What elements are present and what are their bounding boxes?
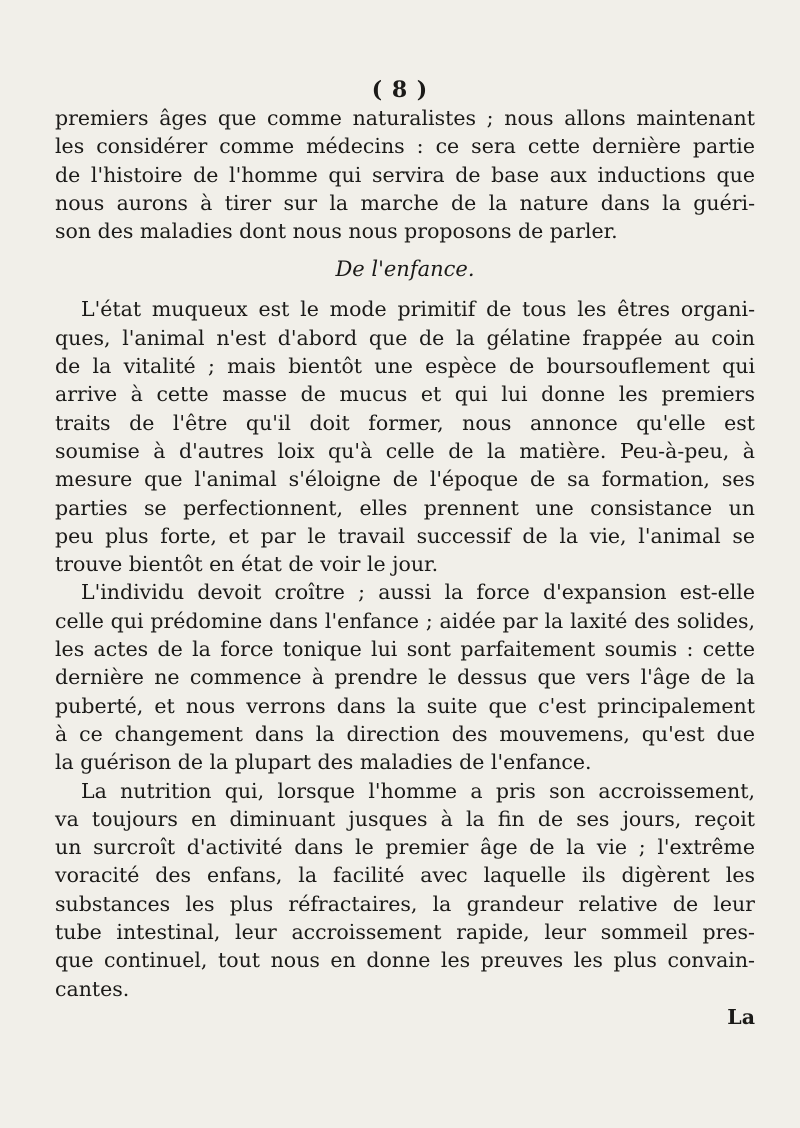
text-line: puberté, et nous verrons dans la suite que c'est principalement — [55, 693, 755, 718]
text-line: voracité des enfans, la facilité avec laquelle ils digèrent les — [55, 863, 755, 888]
text-line: les considérer comme médecins : ce sera cette dernière partie — [55, 134, 755, 159]
page-number: ( 8 ) — [371, 77, 429, 103]
text-line: L'état muqueux est le mode primitif de tous les êtres organi- — [81, 297, 755, 322]
text-line: traits de l'être qu'il doit former, nous annonce qu'elle est — [55, 410, 755, 435]
text-line: que continuel, tout nous en donne les preuves les plus convain- — [55, 948, 755, 973]
text-line: peu plus forte, et par le travail successif de la vie, l'animal se — [55, 523, 755, 548]
text-line: mesure que l'animal s'éloigne de l'époque de sa formation, ses — [55, 467, 755, 492]
text-line: premiers âges que comme naturalistes ; nous allons maintenant — [55, 106, 755, 130]
text-line: de la vitalité ; mais bientôt une espèce de boursouflement qui — [55, 354, 755, 379]
text-line: va toujours en diminuant jusques à la fin de ses jours, reçoit — [55, 806, 755, 831]
text-line: ques, l'animal n'est d'abord que de la gélatine frappée au coin — [55, 325, 755, 350]
section-heading: De l'enfance. — [335, 257, 475, 282]
text-line: cantes. — [55, 976, 130, 1001]
text-line: arrive à cette masse de mucus et qui lui donne les premiers — [55, 382, 755, 407]
text-line: substances les plus réfractaires, la grandeur relative de leur — [55, 891, 755, 916]
text-line: à ce changement dans la direction des mouvemens, qu'est due — [55, 721, 755, 746]
text-line: La nutrition qui, lorsque l'homme a pris son accroissement, — [81, 778, 755, 803]
text-line: un surcroît d'activité dans le premier âge de la vie ; l'extrême — [55, 835, 755, 860]
text-line: les actes de la force tonique lui sont parfaitement soumis : cette — [55, 637, 755, 662]
text-line: parties se perfectionnent, elles prennent une consistance un — [55, 495, 755, 520]
text-line: celle qui prédomine dans l'enfance ; aidée par la laxité des solides, — [55, 608, 755, 633]
body-text — [55, 104, 755, 1031]
text-line: son des maladies dont nous nous proposons de parler. — [55, 219, 618, 244]
text-line: trouve bientôt en état de voir le jour. — [55, 552, 439, 577]
text-line: la guérison de la plupart des maladies de l'enfance. — [55, 750, 592, 775]
text-line: nous aurons à tirer sur la marche de la nature dans la guéri- — [55, 190, 755, 215]
catchword: La — [727, 1004, 755, 1029]
text-line: dernière ne commence à prendre le dessus que vers l'âge de la — [55, 665, 755, 690]
text-line: tube intestinal, leur accroissement rapide, leur sommeil pres- — [55, 920, 755, 945]
text-line: de l'histoire de l'homme qui servira de base aux inductions que — [55, 162, 755, 187]
text-line: soumise à d'autres loix qu'à celle de la matière. Peu-à-peu, à — [55, 438, 755, 463]
text-line: L'individu devoit croître ; aussi la force d'expansion est-elle — [81, 580, 755, 605]
